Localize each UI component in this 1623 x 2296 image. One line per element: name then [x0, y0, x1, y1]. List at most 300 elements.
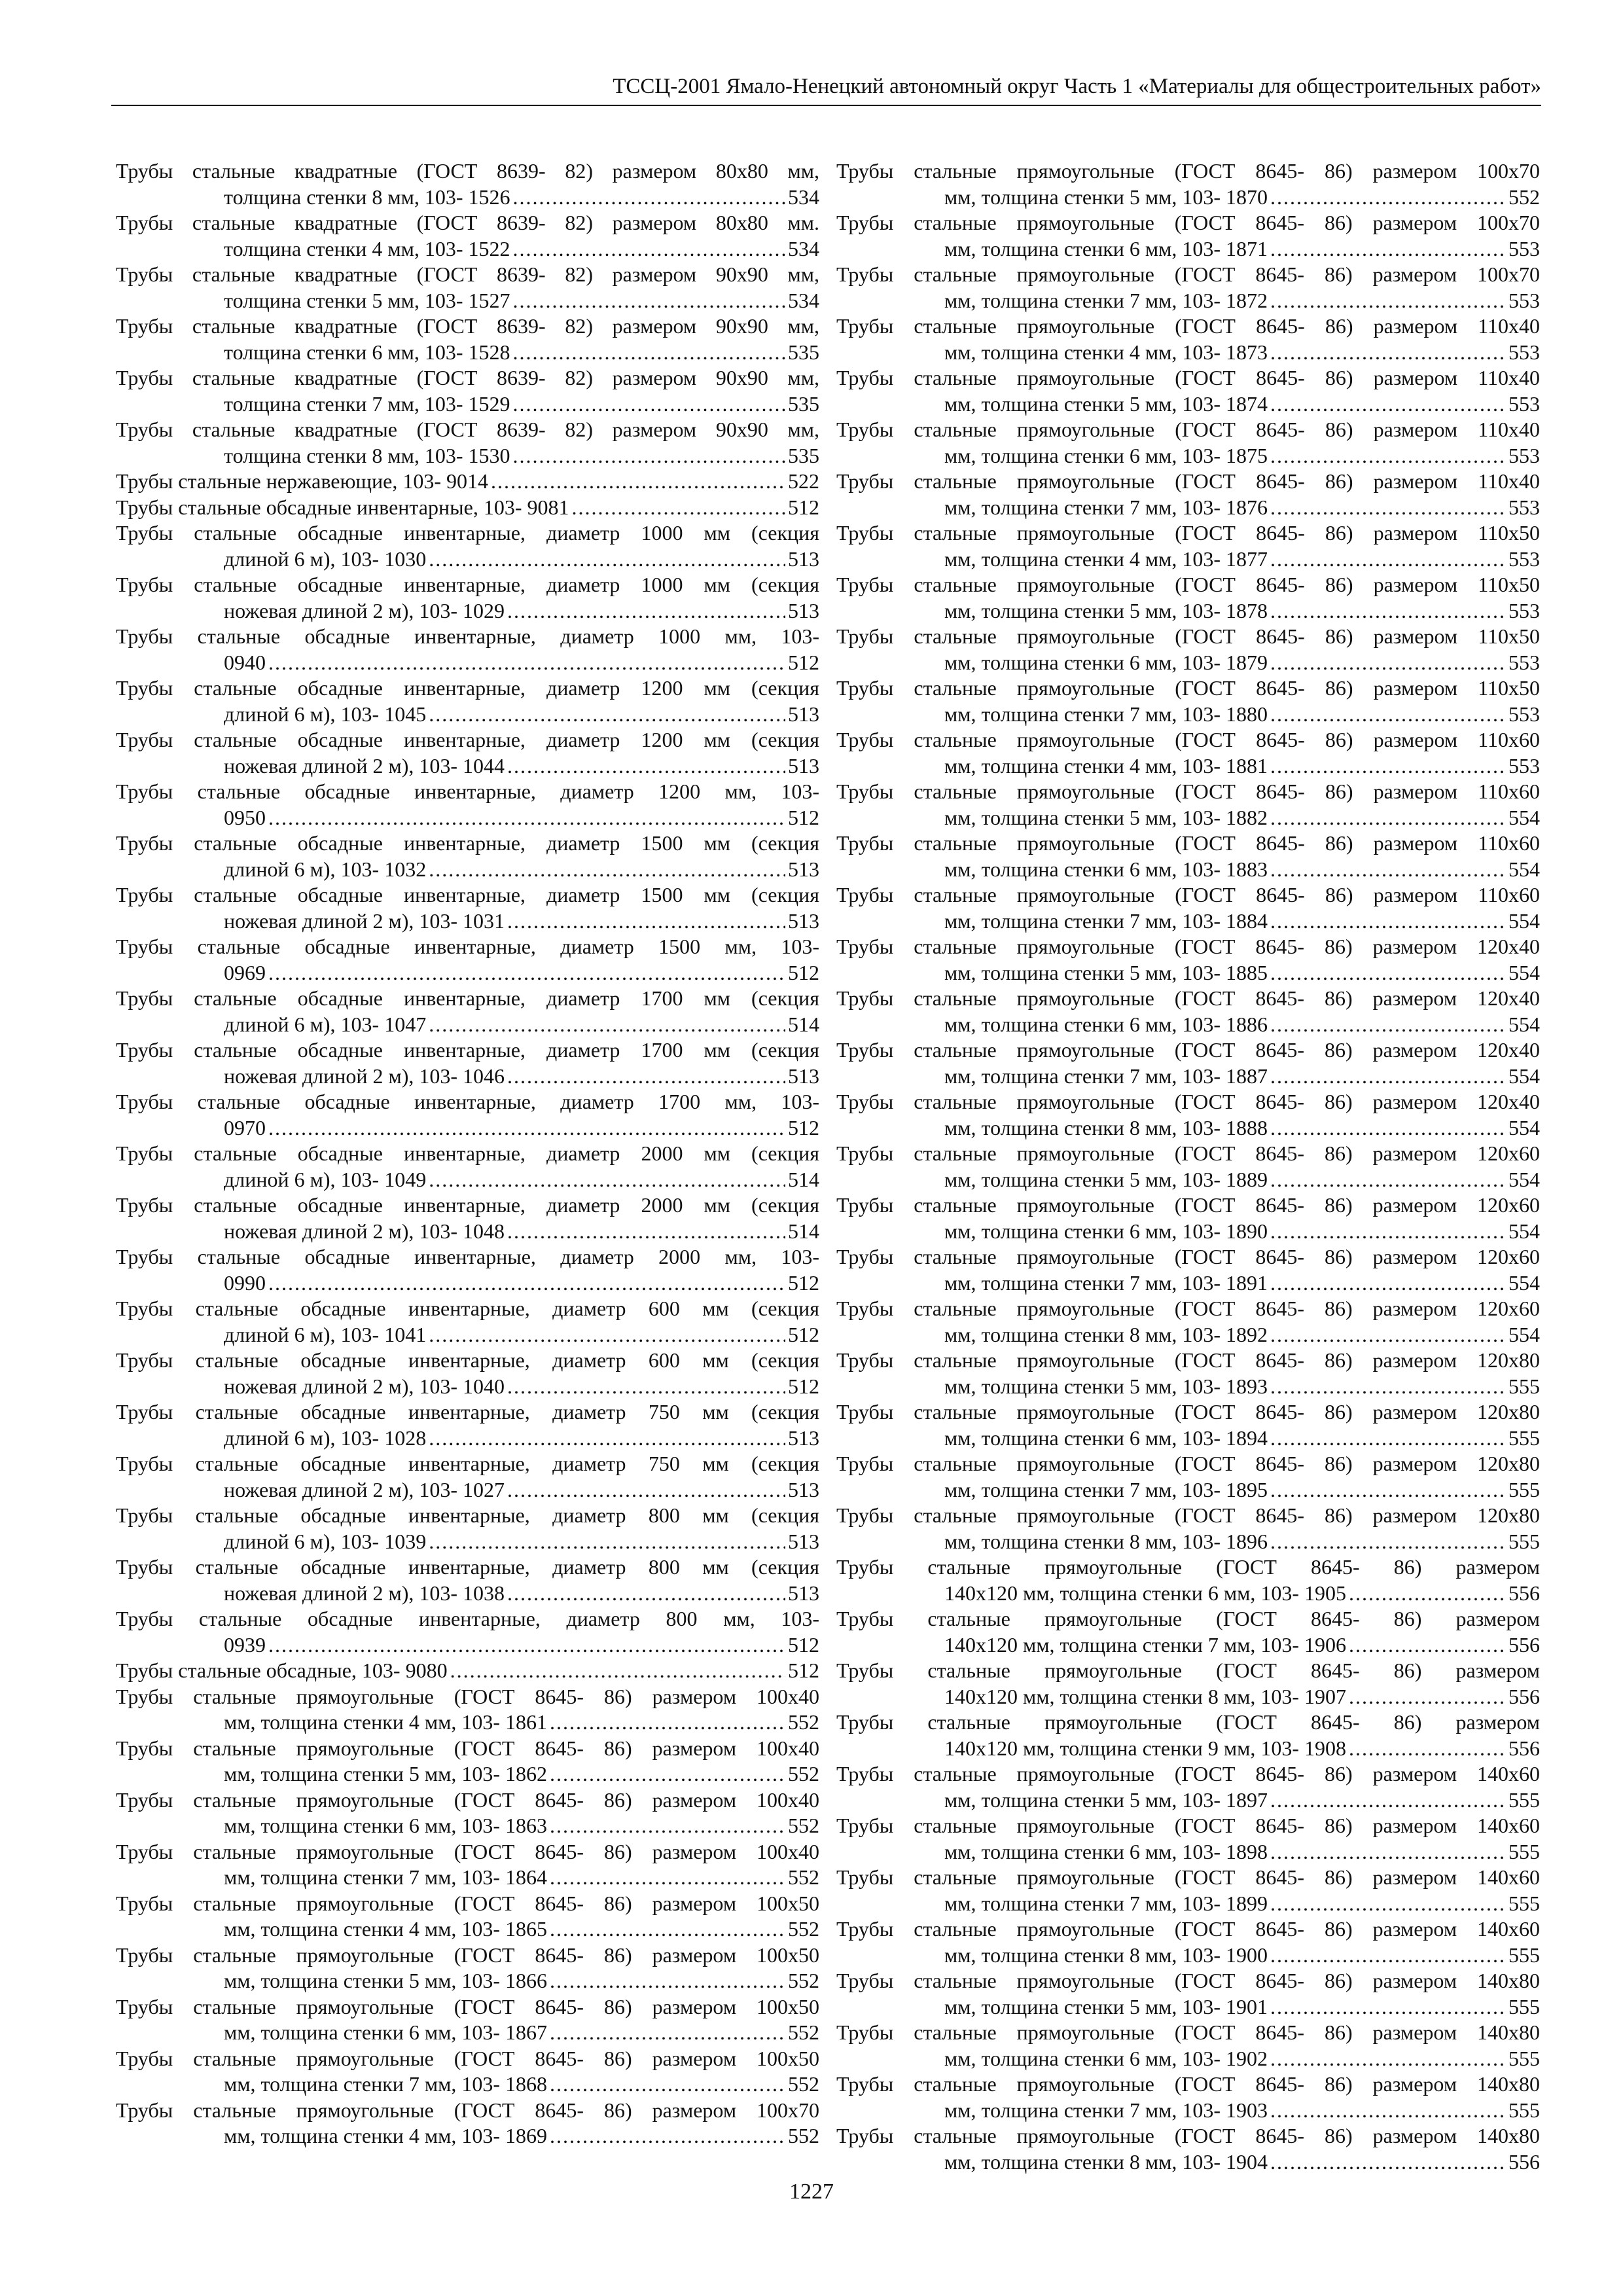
entry-page-number: 555 [1508, 2046, 1540, 2070]
index-entry [836, 1348, 1540, 1399]
index-entry [836, 1141, 1540, 1193]
entry-page-number: 512 [788, 1659, 819, 1682]
entry-text-line2: 0940 [224, 650, 266, 674]
entry-text-line2: длиной 6 м), 103- 1032 [224, 857, 427, 881]
entry-text-line2: толщина стенки 6 мм, 103- 1528 [224, 340, 510, 364]
index-entry [836, 1244, 1540, 1296]
entry-page-number: 554 [1508, 1064, 1540, 1088]
index-entry [836, 779, 1540, 831]
entry-page-number: 512 [788, 960, 819, 984]
page-header: ТССЦ-2001 Ямало-Ненецкий автономный округ Часть 1 «Материалы для общестроительных работ» [613, 75, 1541, 98]
dot-leader [268, 1115, 785, 1141]
entry-text-line2: мм, толщина стенки 7 мм, 103- 1864 [224, 1865, 548, 1889]
dot-leader [429, 1012, 785, 1038]
entry-text-line1: Трубы стальные прямоугольные (ГОСТ 8645- 86) размером 120х80 [836, 1400, 1540, 1424]
index-entry [836, 1037, 1540, 1089]
entry-text-line1: Трубы стальные прямоугольные (ГОСТ 8645- 86) размером 100х50 [116, 2046, 819, 2070]
entry-text-line1: Трубы стальные прямоугольные (ГОСТ 8645- 86) размером 110х40 [836, 314, 1540, 338]
dot-leader [1270, 805, 1506, 831]
entry-text-line2: мм, толщина стенки 5 мм, 103- 1862 [224, 1762, 548, 1785]
entry-line2 [836, 236, 1540, 262]
dot-leader [550, 1710, 785, 1736]
entry-page-number: 555 [1508, 1477, 1540, 1501]
entry-line2 [836, 1012, 1540, 1038]
entry-text-line2: мм, толщина стенки 7 мм, 103- 1903 [944, 2098, 1268, 2122]
entry-line2 [836, 495, 1540, 521]
entry-text-line2: мм, толщина стенки 5 мм, 103- 1889 [944, 1167, 1268, 1191]
entry-text-line1: Трубы стальные обсадные инвентарные, диаметр 800 мм (секция [116, 1555, 819, 1579]
entry-text-line1: Трубы стальные прямоугольные (ГОСТ 8645- 86) размером 120х40 [836, 935, 1540, 958]
entry-text-line2: мм, толщина стенки 4 мм, 103- 1873 [944, 340, 1268, 364]
dot-leader [1270, 1891, 1506, 1917]
dot-leader [550, 2123, 785, 2149]
entry-text-line2: длиной 6 м), 103- 1030 [224, 547, 427, 571]
entry-line2 [116, 2020, 819, 2046]
entry-line2 [116, 1064, 819, 1090]
dot-leader [507, 1219, 785, 1245]
index-entry [836, 1503, 1540, 1554]
entry-text-line1: Трубы стальные обсадные инвентарные, диаметр 1500 мм (секция [116, 883, 819, 906]
entry-line2 [116, 1322, 819, 1348]
index-entry [836, 1606, 1540, 1658]
entry-text-line1: Трубы стальные прямоугольные (ГОСТ 8645- 86) размером 110х50 [836, 676, 1540, 700]
dot-leader [1270, 2149, 1506, 2176]
page-number: 1227 [789, 2179, 834, 2204]
entry-text-line1: Трубы стальные прямоугольные (ГОСТ 8645- 86) размером 140х80 [836, 2072, 1540, 2096]
entry-text-line1: Трубы стальные прямоугольные (ГОСТ 8645- 86) размером 120х80 [836, 1452, 1540, 1475]
entry-page-number: 554 [1508, 1115, 1540, 1139]
entry-text-line1: Трубы стальные прямоугольные (ГОСТ 8645- 86) размером 100х70 [836, 262, 1540, 286]
index-entry [116, 1193, 819, 1244]
entry-text-line2: мм, толщина стенки 4 мм, 103- 1877 [944, 547, 1268, 571]
index-entry [116, 986, 819, 1037]
entry-text-line1: Трубы стальные прямоугольные (ГОСТ 8645- 86) размером 140х80 [836, 2124, 1540, 2147]
entry-text-line1: Трубы стальные прямоугольные (ГОСТ 8645- 86) размером 110х60 [836, 831, 1540, 855]
index-entry [116, 2046, 819, 2098]
index-entry [116, 2098, 819, 2149]
entry-text-line2: мм, толщина стенки 6 мм, 103- 1902 [944, 2046, 1268, 2070]
entry-text-line1: Трубы стальные обсадные инвентарные, диаметр 750 мм (секция [116, 1452, 819, 1475]
entry-text-line2: мм, толщина стенки 6 мм, 103- 1879 [944, 650, 1268, 674]
index-entry [836, 520, 1540, 572]
index-entry [116, 1089, 819, 1141]
entry-page-number: 555 [1508, 1787, 1540, 1812]
entry-text-line1: Трубы стальные прямоугольные (ГОСТ 8645- 86) размером 140х60 [836, 1865, 1540, 1889]
dot-leader [1270, 1012, 1506, 1038]
index-entry [116, 727, 819, 779]
index-entry [836, 469, 1540, 520]
dot-leader [507, 1477, 785, 1503]
entry-line2 [836, 443, 1540, 469]
entry-page-number: 553 [1508, 391, 1540, 416]
dot-leader [429, 1322, 785, 1348]
entry-line2 [836, 1943, 1540, 1969]
index-entry [836, 1451, 1540, 1503]
index-entry [116, 675, 819, 727]
entry-line2 [836, 1322, 1540, 1348]
entry-page-number: 553 [1508, 443, 1540, 467]
index-entry [836, 1554, 1540, 1606]
entry-page-number: 554 [1508, 1012, 1540, 1036]
entry-text-line1: Трубы стальные обсадные инвентарные, диаметр 1700 мм, 103- [116, 1090, 819, 1113]
entry-text-line2: мм, толщина стенки 8 мм, 103- 1896 [944, 1529, 1268, 1553]
index-entry [116, 831, 819, 882]
entry-text-line1: Трубы стальные прямоугольные (ГОСТ 8645- 86) размером [836, 1659, 1540, 1682]
index-entry [116, 1606, 819, 1658]
dot-leader [1270, 1322, 1506, 1348]
entry-text-line2: мм, толщина стенки 5 мм, 103- 1878 [944, 598, 1268, 622]
dot-leader [1270, 236, 1506, 262]
entry-line2 [116, 857, 819, 883]
entry-text-line1: Трубы стальные прямоугольные (ГОСТ 8645- 86) размером 100х50 [116, 1943, 819, 1967]
index-entry [836, 1193, 1540, 1244]
entry-page-number: 513 [788, 753, 819, 778]
dot-leader [1270, 2098, 1506, 2124]
entry-line2 [116, 236, 819, 262]
entry-line2 [836, 1219, 1540, 1245]
entry-page-number: 513 [788, 1477, 819, 1501]
entry-page-number: 512 [788, 1374, 819, 1398]
entry-text-line1: Трубы стальные прямоугольные (ГОСТ 8645- 86) размером 110х40 [836, 418, 1540, 441]
entry-page-number: 554 [1508, 805, 1540, 829]
entry-line2 [116, 1477, 819, 1503]
dot-leader [1270, 650, 1506, 676]
entry-text-line1: Трубы стальные обсадные инвентарные, диаметр 1500 мм (секция [116, 831, 819, 855]
entry-text-line2: мм, толщина стенки 8 мм, 103- 1892 [944, 1322, 1268, 1346]
entry-text-line2: ножевая длиной 2 м), 103- 1048 [224, 1219, 505, 1243]
entry-text-line2: толщина стенки 7 мм, 103- 1529 [224, 391, 510, 416]
dot-leader [1270, 753, 1506, 780]
entry-page-number: 556 [1508, 2149, 1540, 2174]
entry-text-line2: ножевая длиной 2 м), 103- 1031 [224, 908, 505, 933]
entry-page-number: 512 [788, 1115, 819, 1139]
index-entry [836, 2123, 1540, 2175]
dot-leader [268, 1632, 785, 1659]
entry-line2 [836, 1529, 1540, 1555]
entry-text-line1: Трубы стальные прямоугольные (ГОСТ 8645- 86) размером 100х40 [116, 1839, 819, 1863]
entry-page-number: 552 [788, 1814, 819, 1837]
entry-text-line1: Трубы стальные квадратные (ГОСТ 8639- 82) размером 80х80 мм. [116, 211, 819, 234]
entry-text-line2: длиной 6 м), 103- 1047 [224, 1012, 427, 1036]
entry-line2 [116, 960, 819, 986]
dot-leader [1270, 443, 1506, 469]
entry-page-number: 553 [1508, 340, 1540, 364]
entry-text-line2: мм, толщина стенки 7 мм, 103- 1880 [944, 702, 1268, 726]
entry-line [116, 469, 819, 495]
entry-text-line1: Трубы стальные прямоугольные (ГОСТ 8645- 86) размером 120х60 [836, 1245, 1540, 1268]
entry-line2 [836, 2046, 1540, 2072]
entry-text: Трубы стальные обсадные, 103- 9080 [116, 1659, 448, 1682]
entry-text-line1: Трубы стальные прямоугольные (ГОСТ 8645- 86) размером 100х40 [116, 1787, 819, 1812]
entry-text-line1: Трубы стальные прямоугольные (ГОСТ 8645- 86) размером 120х60 [836, 1193, 1540, 1217]
index-entry [116, 417, 819, 469]
dot-leader [1270, 1270, 1506, 1297]
index-entry [836, 1968, 1540, 2020]
index-entry [116, 1736, 819, 1787]
entry-text-line1: Трубы стальные прямоугольные (ГОСТ 8645- 86) размером 110х60 [836, 728, 1540, 751]
entry-page-number: 512 [788, 495, 819, 519]
dot-leader [1349, 1684, 1506, 1710]
entry-page-number: 556 [1508, 1581, 1540, 1605]
entry-page-number: 535 [788, 443, 819, 467]
entry-line2 [836, 857, 1540, 883]
entry-line2 [836, 2149, 1540, 2176]
entry-text-line1: Трубы стальные прямоугольные (ГОСТ 8645- 86) размером 110х50 [836, 573, 1540, 596]
entry-text-line1: Трубы стальные прямоугольные (ГОСТ 8645- 86) размером 110х40 [836, 469, 1540, 493]
header-rule [111, 105, 1541, 106]
entry-line2 [116, 1012, 819, 1038]
index-entry [836, 2072, 1540, 2123]
dot-leader [1270, 2046, 1506, 2072]
dot-leader [1270, 1374, 1506, 1400]
entry-text-line1: Трубы стальные прямоугольные (ГОСТ 8645- 86) размером 110х60 [836, 883, 1540, 906]
entry-text-line1: Трубы стальные прямоугольные (ГОСТ 8645- 86) размером [836, 1710, 1540, 1734]
dot-leader [1270, 598, 1506, 624]
entry-text-line1: Трубы стальные прямоугольные (ГОСТ 8645- 86) размером 120х60 [836, 1141, 1540, 1165]
index-entry [116, 1787, 819, 1839]
entry-text-line2: ножевая длиной 2 м), 103- 1029 [224, 598, 505, 622]
dot-leader [513, 340, 785, 366]
entry-text-line2: 0950 [224, 805, 266, 829]
index-entry [116, 210, 819, 262]
entry-page-number: 513 [788, 598, 819, 622]
index-entry [836, 314, 1540, 365]
entry-line2 [116, 1581, 819, 1607]
entry-line2 [836, 753, 1540, 780]
dot-leader [507, 1374, 785, 1400]
entry-line2 [116, 598, 819, 624]
entry-text-line1: Трубы стальные обсадные инвентарные, диаметр 1000 мм (секция [116, 521, 819, 545]
entry-line2 [836, 391, 1540, 418]
entry-text-line1: Трубы стальные прямоугольные (ГОСТ 8645- 86) размером 110х50 [836, 521, 1540, 545]
index-entry [116, 1503, 819, 1554]
entry-page-number: 553 [1508, 547, 1540, 571]
entry-text-line2: мм, толщина стенки 4 мм, 103- 1865 [224, 1917, 548, 1941]
entry-text-line2: ножевая длиной 2 м), 103- 1044 [224, 753, 505, 778]
index-entry [836, 572, 1540, 624]
entry-text-line1: Трубы стальные прямоугольные (ГОСТ 8645- 86) размером 120х80 [836, 1348, 1540, 1372]
entry-line2 [116, 340, 819, 366]
entry-text-line2: 0990 [224, 1270, 266, 1295]
dot-leader [513, 443, 785, 469]
entry-page-number: 554 [1508, 1219, 1540, 1243]
dot-leader [429, 1529, 785, 1555]
entry-text-line2: 140х120 мм, толщина стенки 7 мм, 103- 1906 [944, 1632, 1347, 1657]
entry-text-line2: толщина стенки 8 мм, 103- 1530 [224, 443, 510, 467]
entry-text-line2: длиной 6 м), 103- 1045 [224, 702, 427, 726]
entry-page-number: 513 [788, 908, 819, 933]
entry-text-line1: Трубы стальные прямоугольные (ГОСТ 8645- 86) размером 100х40 [116, 1736, 819, 1760]
entry-page-number: 535 [788, 391, 819, 416]
entry-line2 [116, 805, 819, 831]
entry-page-number: 553 [1508, 288, 1540, 312]
entry-page-number: 555 [1508, 2098, 1540, 2122]
dot-leader [268, 805, 785, 831]
dot-leader [550, 2072, 785, 2098]
entry-text-line1: Трубы стальные прямоугольные (ГОСТ 8645- 86) размером 110х40 [836, 366, 1540, 389]
entry-page-number: 554 [1508, 908, 1540, 933]
entry-line2 [116, 1219, 819, 1245]
index-entry [836, 1813, 1540, 1865]
entry-page-number: 513 [788, 702, 819, 726]
dot-leader [1349, 1581, 1506, 1607]
entry-line2 [116, 753, 819, 780]
entry-text-line1: Трубы стальные обсадные инвентарные, диаметр 1200 мм (секция [116, 676, 819, 700]
entry-page-number: 552 [788, 1710, 819, 1734]
entry-page-number: 514 [788, 1167, 819, 1191]
entry-page-number: 554 [1508, 1322, 1540, 1346]
entry-text-line1: Трубы стальные обсадные инвентарные, диаметр 1700 мм (секция [116, 1038, 819, 1062]
entry-text-line1: Трубы стальные обсадные инвентарные, диаметр 1200 мм (секция [116, 728, 819, 751]
entry-line2 [116, 702, 819, 728]
entry-line2 [116, 391, 819, 418]
index-entry [116, 1244, 819, 1296]
index-entry [836, 158, 1540, 210]
entry-text-line2: 140х120 мм, толщина стенки 9 мм, 103- 1908 [944, 1736, 1347, 1760]
index-entry [116, 314, 819, 365]
entry-text-line2: мм, толщина стенки 5 мм, 103- 1882 [944, 805, 1268, 829]
dot-leader [513, 391, 785, 418]
entry-page-number: 555 [1508, 1839, 1540, 1863]
entry-text: Трубы стальные нержавеющие, 103- 9014 [116, 469, 489, 493]
entry-page-number: 556 [1508, 1632, 1540, 1657]
entry-line [116, 495, 819, 521]
dot-leader [1270, 857, 1506, 883]
entry-text-line1: Трубы стальные прямоугольные (ГОСТ 8645- 86) размером 120х40 [836, 986, 1540, 1010]
entry-line2 [836, 1426, 1540, 1452]
entry-page-number: 535 [788, 340, 819, 364]
entry-line2 [836, 288, 1540, 314]
dot-leader [1270, 391, 1506, 418]
entry-text-line2: мм, толщина стенки 4 мм, 103- 1881 [944, 753, 1268, 778]
index-entry [836, 882, 1540, 934]
entry-line2 [116, 1761, 819, 1787]
dot-leader [1270, 1839, 1506, 1865]
entry-text-line1: Трубы стальные обсадные инвентарные, диаметр 1000 мм (секция [116, 573, 819, 596]
entry-text-line2: мм, толщина стенки 5 мм, 103- 1874 [944, 391, 1268, 416]
entry-text-line2: 140х120 мм, толщина стенки 6 мм, 103- 1905 [944, 1581, 1347, 1605]
index-entry [116, 1839, 819, 1891]
entry-line2 [836, 2098, 1540, 2124]
entry-page-number: 555 [1508, 1891, 1540, 1915]
entry-text-line2: мм, толщина стенки 5 мм, 103- 1901 [944, 1994, 1268, 2018]
index-entry [116, 1348, 819, 1399]
index-entry [116, 1943, 819, 1994]
entry-line2 [116, 288, 819, 314]
entry-page-number: 512 [788, 650, 819, 674]
entry-page-number: 552 [788, 1917, 819, 1941]
index-entry [116, 779, 819, 831]
entry-page-number: 512 [788, 1270, 819, 1295]
index-entry [116, 1399, 819, 1451]
entry-line2 [836, 340, 1540, 366]
index-entry [836, 675, 1540, 727]
index-entry [836, 1296, 1540, 1348]
index-entry [116, 1037, 819, 1089]
index-entry [836, 210, 1540, 262]
index-entry [116, 520, 819, 572]
dot-leader [507, 1581, 785, 1607]
entry-text-line2: 0939 [224, 1632, 266, 1657]
index-entry [836, 417, 1540, 469]
dot-leader [1270, 1219, 1506, 1245]
entry-text-line1: Трубы стальные обсадные инвентарные, диаметр 2000 мм (секция [116, 1193, 819, 1217]
entry-page-number: 513 [788, 857, 819, 881]
entry-line2 [836, 1891, 1540, 1917]
entry-page-number: 553 [1508, 495, 1540, 519]
entry-text-line1: Трубы стальные обсадные инвентарные, диаметр 750 мм (секция [116, 1400, 819, 1424]
dot-leader [1270, 1787, 1506, 1814]
dot-leader [1270, 185, 1506, 211]
entry-text-line2: мм, толщина стенки 6 мм, 103- 1867 [224, 2020, 548, 2044]
entry-text-line1: Трубы стальные прямоугольные (ГОСТ 8645- 86) размером 120х40 [836, 1090, 1540, 1113]
entry-text-line1: Трубы стальные обсадные инвентарные, диаметр 600 мм (секция [116, 1297, 819, 1320]
dot-leader [507, 908, 785, 935]
entry-text-line1: Трубы стальные обсадные инвентарные, диаметр 1500 мм, 103- [116, 935, 819, 958]
entry-text-line1: Трубы стальные прямоугольные (ГОСТ 8645- 86) размером 140х80 [836, 1969, 1540, 1992]
entry-text-line2: мм, толщина стенки 7 мм, 103- 1872 [944, 288, 1268, 312]
entry-line2 [116, 1632, 819, 1659]
dot-leader [1270, 1115, 1506, 1141]
entry-page-number: 552 [788, 1762, 819, 1785]
entry-text-line2: мм, толщина стенки 5 мм, 103- 1866 [224, 1969, 548, 1992]
entry-text-line2: мм, толщина стенки 4 мм, 103- 1861 [224, 1710, 548, 1734]
entry-text-line1: Трубы стальные квадратные (ГОСТ 8639- 82) размером 90х90 мм, [116, 366, 819, 389]
entry-text-line1: Трубы стальные обсадные инвентарные, диаметр 2000 мм (секция [116, 1141, 819, 1165]
entry-page-number: 553 [1508, 650, 1540, 674]
entry-line2 [116, 908, 819, 935]
entry-page-number: 552 [788, 1969, 819, 1992]
index-entry [116, 1994, 819, 2046]
dot-leader [513, 236, 785, 262]
entry-page-number: 552 [1508, 185, 1540, 209]
dot-leader [513, 185, 785, 211]
index-entry [116, 469, 819, 495]
entry-text-line2: ножевая длиной 2 м), 103- 1038 [224, 1581, 505, 1605]
entry-text-line1: Трубы стальные прямоугольные (ГОСТ 8645- 86) размером [836, 1555, 1540, 1579]
entry-line2 [836, 908, 1540, 935]
entry-text-line2: мм, толщина стенки 6 мм, 103- 1890 [944, 1219, 1268, 1243]
dot-leader [507, 1064, 785, 1090]
entry-text-line1: Трубы стальные прямоугольные (ГОСТ 8645- 86) размером 100х70 [836, 159, 1540, 183]
entry-line2 [116, 1710, 819, 1736]
entry-line2 [116, 443, 819, 469]
entry-page-number: 555 [1508, 1426, 1540, 1450]
entry-text-line1: Трубы стальные обсадные инвентарные, диаметр 1200 мм, 103- [116, 780, 819, 803]
dot-leader [550, 1916, 785, 1943]
entry-page-number: 553 [1508, 598, 1540, 622]
entry-line2 [116, 2123, 819, 2149]
entry-line2 [836, 650, 1540, 676]
dot-leader [268, 960, 785, 986]
entry-line2 [836, 960, 1540, 986]
entry-line2 [836, 1632, 1540, 1659]
dot-leader [1270, 960, 1506, 986]
entry-text-line2: мм, толщина стенки 7 мм, 103- 1891 [944, 1270, 1268, 1295]
dot-leader [1270, 495, 1506, 521]
dot-leader [429, 547, 785, 573]
entry-line2 [836, 1167, 1540, 1193]
index-entry [116, 624, 819, 675]
dot-leader [1270, 1064, 1506, 1090]
index-column-right [836, 158, 1540, 2175]
entry-line2 [836, 1374, 1540, 1400]
entry-page-number: 512 [788, 1322, 819, 1346]
entry-page-number: 534 [788, 185, 819, 209]
entry-text-line1: Трубы стальные прямоугольные (ГОСТ 8645- 86) размером 110х50 [836, 624, 1540, 648]
entry-page-number: 513 [788, 1581, 819, 1605]
entry-page-number: 552 [788, 1865, 819, 1889]
